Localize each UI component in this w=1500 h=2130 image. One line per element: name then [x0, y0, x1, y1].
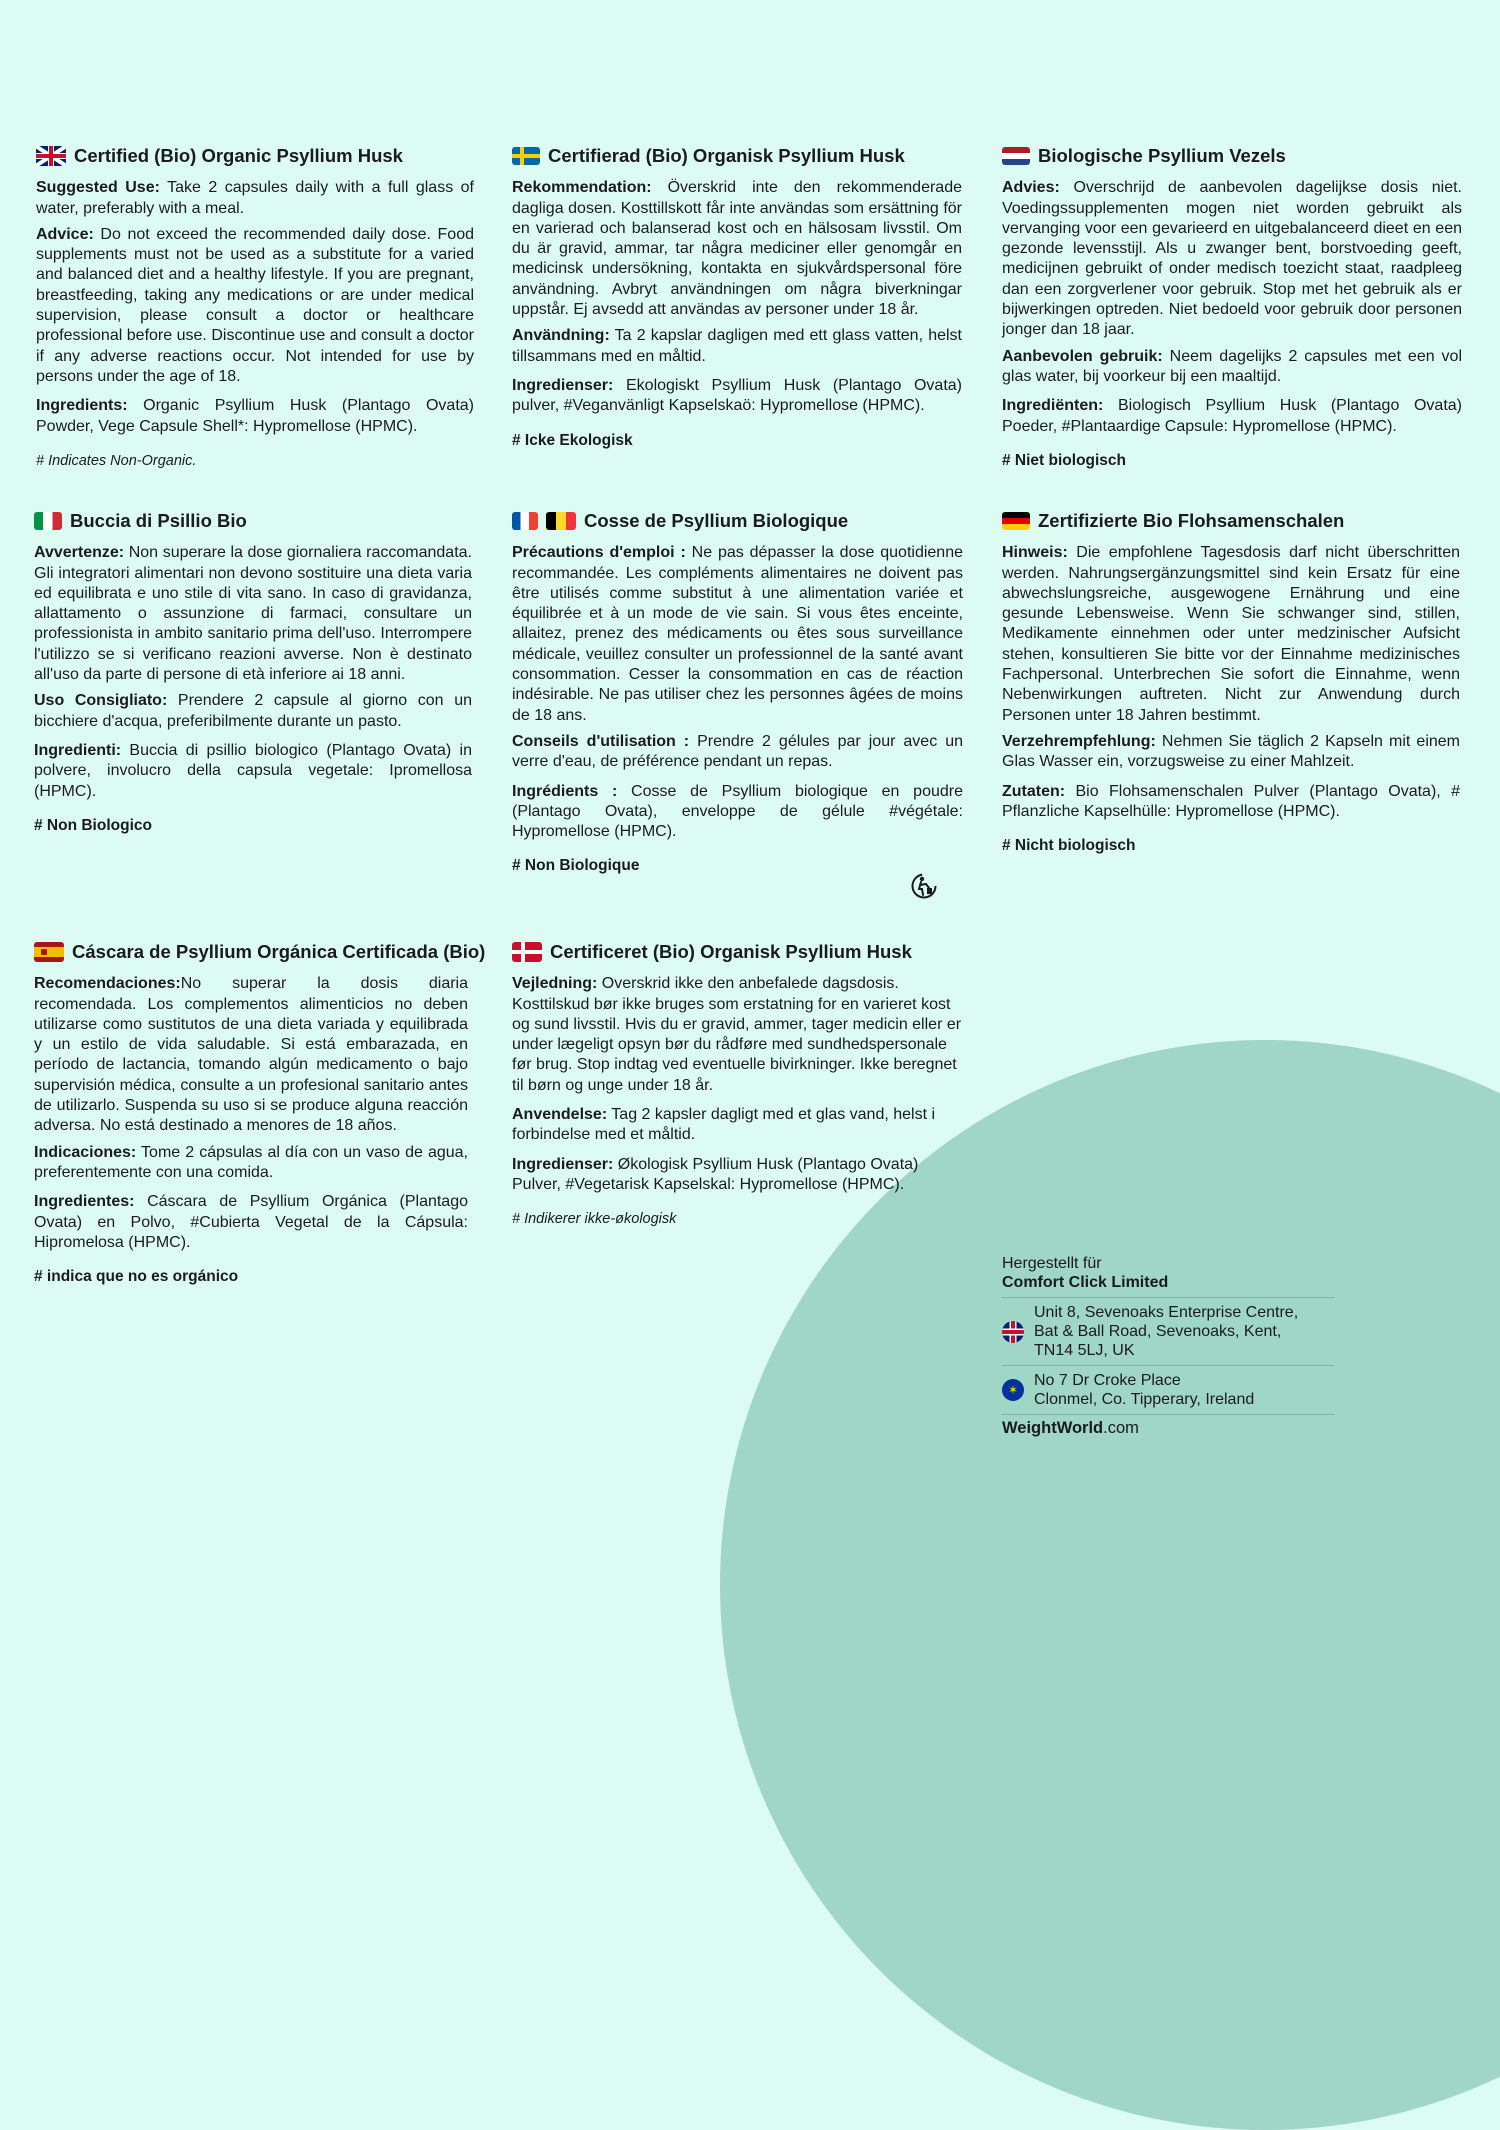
non-organic-note: # indica que no es orgánico — [34, 1268, 239, 1286]
section-title: Zertifizierte Bio Flohsamenschalen — [1038, 510, 1345, 531]
uk-address-row: Unit 8, Sevenoaks Enterprise Centre, Bat & Ball Road, Sevenoaks, Kent, TN14 5LJ, UK — [1002, 1297, 1334, 1365]
brand-website: WeightWorld.com — [1002, 1414, 1334, 1438]
belgium-flag-icon — [546, 512, 576, 530]
made-for-label: Hergestellt für — [1002, 1255, 1102, 1272]
uk-flag-icon — [36, 146, 66, 166]
tidyman-recycle-icon — [910, 872, 938, 900]
section-german: Zertifizierte Bio Flohsamenschalen Hinweis: Die empfohlene Tagesdosis darf nicht überschritten werden. Nahrungsergänzungsmittel sind kein Ersatz für eine abwechslungsreiche, ausgewogene Ernährung und eine gesunde Lebensweise. Wenn Sie schwanger sind, stillen, Medikamente einnehmen oder unter medzinischer Aufsicht stehen, konsultieren Sie bitte vor der Einnahme medizinisches Fachpersonal. Unterbrechen Sie sofort die Einnahme, wenn Nebenwirkungen auftreten. Nicht zur Anwendung durch Personen unter 18 Jahren bestimmt. Verzehrempfehlung: Nehmen Sie täglich 2 Kapseln mit einem Glas Wasser ein, vorzugsweise zu einer Mahlzeit. Zutaten: Bio Flohsamenschalen Pulver (Plantago Ovata), # Pflanzliche Kapselhülle: Hypromellose (HPMC). # Nicht biologisch — [1002, 511, 1460, 856]
non-organic-note: # Niet biologisch — [1002, 451, 1127, 469]
section-title: Certifierad (Bio) Organisk Psyllium Husk — [548, 145, 905, 166]
non-organic-note: # Non Biologique — [512, 857, 640, 875]
section-spanish: Cáscara de Psyllium Orgánica Certificada (Bio) Recomendaciones:No superar la dosis diaria recomendada. Los complementos alimenticios no deben utilizarse como sustitutos de una dieta variada y equilibrada y un estilo de vida saludable. Si está embarazada, en período de lactancia, tomando algún medicamento o bajo supervisión médica, consulte a un profesional sanitario antes de utilizarlo. Suspenda su uso si se produce alguna reacción adversa. No está destinado a menores de 18 años. Indicaciones: Tome 2 cápsulas al día con un vaso de agua, preferentemente con una comida. Ingredientes: Cáscara de Psyllium Orgánica (Plantago Ovata) en Polvo, #Cubierta Vegetal de la Cápsula: Hipromelosa (HPMC). # indica que no es orgánico — [34, 942, 468, 1287]
netherlands-flag-icon — [1002, 147, 1030, 165]
section-italian: Buccia di Psillio Bio Avvertenze: Non superare la dose giornaliera raccomandata. Gli integratori alimentari non devono sostituire una dieta varia ed equilibrata e uno stile di vita sano. In caso di gravidanza, allattamento o assunzione di farmaci, consultare un professionista in ambito sanitario prima dell'uso. Interrompere l'utilizzo se si verificano reazioni avverse. Non è destinato all'uso da parte di persone di età inferiore ai 18 anni. Uso Consigliato: Prendere 2 capsule al giorno con un bicchiere d'acqua, preferibilmente durante un pasto. Ingredienti: Buccia di psillio biologico (Plantago Ovata) in polvere, involucro della capsula vegetale: Ipromellosa (HPMC). # Non Biologico — [34, 511, 472, 836]
spain-flag-icon — [34, 942, 64, 962]
eu-flag-icon — [1002, 1379, 1024, 1401]
france-flag-icon — [512, 512, 538, 530]
section-title: Biologische Psyllium Vezels — [1038, 145, 1286, 166]
non-organic-note: # Non Biologico — [34, 816, 152, 834]
section-title: Cosse de Psyllium Biologique — [584, 510, 849, 531]
denmark-flag-icon — [512, 942, 542, 962]
section-swedish: Certifierad (Bio) Organisk Psyllium Husk Rekommendation: Överskrid inte den rekommenderade dagliga dosen. Kosttillskott får inte användas som ersättning för en varierad och balanserad kost och en hälsosam livsstil. Om du är gravid, ammar, tar några mediciner eller genomgår en medicinsk undersökning, kontakta en sjukvårdspersonal före användning. Avbryt användningen om några biverkningar uppstår. Ej avsedd att användas av personer under 18 år. Användning: Ta 2 kapslar dagligen med ett glass vatten, helst tillsammans med en måltid. Ingredienser: Ekologiskt Psyllium Husk (Plantago Ovata) pulver, #Veganvänligt Kapselskaö: Hypromellose (HPMC). # Icke Ekologisk — [512, 146, 962, 451]
non-organic-note: # Indikerer ikke-økologisk — [512, 1211, 677, 1228]
section-title: Buccia di Psillio Bio — [70, 510, 247, 531]
uk-flag-icon — [1002, 1321, 1024, 1343]
section-dutch: Biologische Psyllium Vezels Advies: Overschrijd de aanbevolen dagelijkse dosis niet. Voedingssupplementen mogen niet worden gebruikt als vervanging voor een gevarieerd en uitgebalanceerd dieet en een gezonde levensstijl. Als u zwanger bent, borstvoeding geeft, medicijnen gebruikt of onder medisch toezicht staat, raadpleeg dan een zorgverlener voor gebruik. Stop met het gebruik als er bijwerkingen optreden. Niet bedoeld voor gebruik door personen jonger dan 18 jaar. Aanbevolen gebruik: Neem dagelijks 2 capsules met een vol glas water, bij voorkeur bij een maaltijd. Ingrediënten: Biologisch Psyllium Husk (Plantago Ovata) Poeder, #Plantaardige Capsule: Hypromellose (HPMC). # Niet biologisch — [1002, 146, 1462, 471]
non-organic-note: # Indicates Non-Organic. — [36, 452, 197, 469]
eu-address-row: ✶ No 7 Dr Croke Place Clonmel, Co. Tipperary, Ireland — [1002, 1365, 1334, 1414]
germany-flag-icon — [1002, 512, 1030, 530]
section-english: Certified (Bio) Organic Psyllium Husk Suggested Use: Take 2 capsules daily with a full glass of water, preferably with a meal. Advice: Do not exceed the recommended daily dose. Food supplements must not be used as a substitute for a varied and balanced diet and a healthy lifestyle. If you are pregnant, breastfeeding, taking any medications or are under medical supervision, please consult a doctor or healthcare professional before use. Discontinue use and consult a doctor if any adverse reactions occur. Not intended for use by persons under the age of 18. Ingredients: Organic Psyllium Husk (Plantago Ovata) Powder, Vege Capsule Shell*: Hypromellose (HPMC). # Indicates Non-Organic. — [36, 146, 474, 471]
company-name: Comfort Click Limited — [1002, 1274, 1169, 1291]
section-title: Certified (Bio) Organic Psyllium Husk — [74, 145, 403, 166]
non-organic-note: # Nicht biologisch — [1002, 837, 1136, 855]
section-title: Certificeret (Bio) Organisk Psyllium Husk — [550, 941, 912, 962]
non-organic-note: # Icke Ekologisk — [512, 431, 633, 449]
sweden-flag-icon — [512, 147, 540, 165]
manufacturer-info — [1002, 1254, 1334, 1438]
italy-flag-icon — [34, 512, 62, 530]
section-title: Cáscara de Psyllium Orgánica Certificada (Bio) — [72, 941, 486, 962]
section-danish: Certificeret (Bio) Organisk Psyllium Husk Vejledning: Overskrid ikke den anbefalede dagsdosis. Kosttilskud bør ikke bruges som erstatning for en varieret kost og sund livsstil. Hvis du er gravid, ammer, tager medicin eller er under lægeligt opsyn bør du rådføre med sundhedspersonale før brug. Stop indtag ved eventuelle bivirkninger. Ikke beregnet til børn og unge under 18 år. Anvendelse: Tag 2 kapsler dagligt med et glas vand, helst i forbindelse med et måltid. Ingredienser: Økologisk Psyllium Husk (Plantago Ovata) Pulver, #Vegetarisk Kapselskal: Hypromellose (HPMC). # Indikerer ikke-økologisk — [512, 942, 962, 1230]
section-french: Cosse de Psyllium Biologique Précautions d'emploi : Ne pas dépasser la dose quotidienne recommandée. Les compléments alimentaires ne doivent pas être utilisés comme substitut à une alimentation variée et équilibrée et à un mode de vie sain. Si vous êtes enceinte, allaitez, prenez des médicaments ou êtes sous surveillance médicale, veuillez consulter un professionnel de la santé avant consommation. Cesser la consommation en cas de réaction indésirable. Ne pas utiliser chez les personnes âgées de moins de 18 ans. Conseils d'utilisation : Prendre 2 gélules par jour avec un verre d'eau, de préférence pendant un repas. Ingrédients : Cosse de Psyllium biologique en poudre (Plantago Ovata), enveloppe de gélule #végétale: Hypromellose (HPMC). # Non Biologique — [512, 511, 963, 877]
